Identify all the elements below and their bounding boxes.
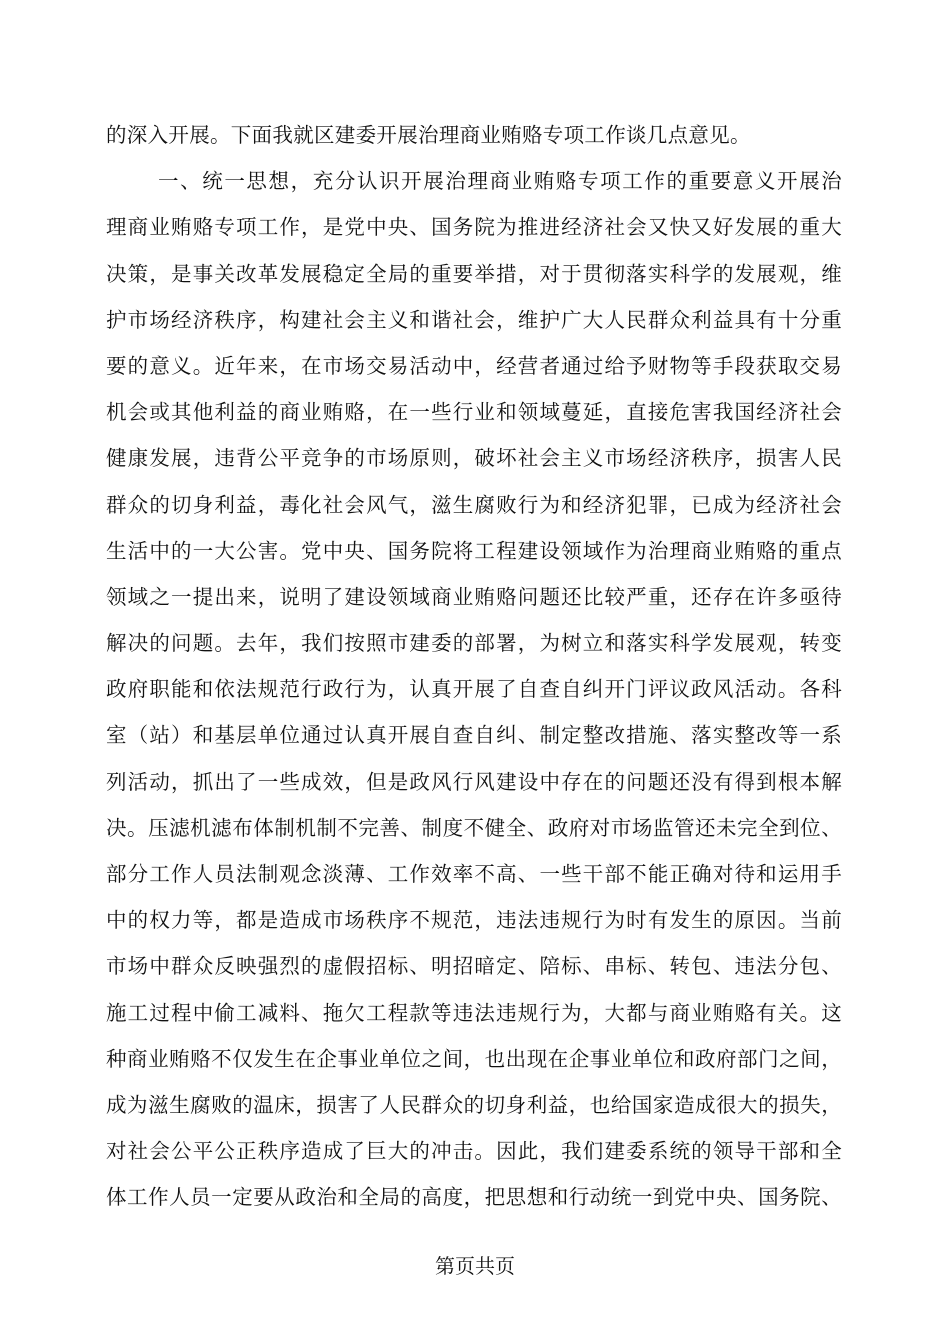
- text-line: 种商业贿赂不仅发生在企事业单位之间，也出现在企事业单位和政府部门之间，: [106, 1046, 842, 1071]
- text-line: 理商业贿赂专项工作，是党中央、国务院为推进经济社会又快又好发展的重大: [106, 215, 842, 240]
- text-line: 机会或其他利益的商业贿赂，在一些行业和领域蔓延，直接危害我国经济社会: [106, 400, 842, 425]
- text-line: 的深入开展。下面我就区建委开展治理商业贿赂专项工作谈几点意见。: [106, 123, 751, 147]
- text-line: 列活动，抓出了一些成效，但是政风行风建设中存在的问题还没有得到根本解: [106, 769, 842, 794]
- text-line: 市场中群众反映强烈的虚假招标、明招暗定、陪标、串标、转包、违法分包、: [106, 954, 842, 979]
- text-line: 群众的切身利益，毒化社会风气，滋生腐败行为和经济犯罪，已成为经济社会: [106, 492, 842, 517]
- text-line: 决策，是事关改革发展稳定全局的重要举措，对于贯彻落实科学的发展观，维: [106, 261, 842, 286]
- text-line: 解决的问题。去年，我们按照市建委的部署，为树立和落实科学发展观，转变: [106, 631, 842, 656]
- text-line: 对社会公平公正秩序造成了巨大的冲击。因此，我们建委系统的领导干部和全: [106, 1139, 842, 1164]
- text-line: 护市场经济秩序，构建社会主义和谐社会，维护广大人民群众利益具有十分重: [106, 307, 842, 332]
- text-line: 施工过程中偷工减料、拖欠工程款等违法违规行为，大都与商业贿赂有关。这: [106, 1000, 842, 1025]
- text-line: 政府职能和依法规范行政行为，认真开展了自查自纠开门评议政风活动。各科: [106, 677, 842, 702]
- text-line: 室（站）和基层单位通过认真开展自查自纠、制定整改措施、落实整改等一系: [106, 723, 842, 748]
- text-line: 健康发展，违背公平竞争的市场原则，破坏社会主义市场经济秩序，损害人民: [106, 446, 842, 471]
- text-line: 生活中的一大公害。党中央、国务院将工程建设领域作为治理商业贿赂的重点: [106, 538, 842, 563]
- text-line: 部分工作人员法制观念淡薄、工作效率不高、一些干部不能正确对待和运用手: [106, 862, 842, 886]
- text-line: 决。压滤机滤布体制机制不完善、制度不健全、政府对市场监管还未完全到位、: [106, 815, 842, 840]
- text-line: 中的权力等，都是造成市场秩序不规范，违法违规行为时有发生的原因。当前: [106, 908, 842, 933]
- text-line: 成为滋生腐败的温床，损害了人民群众的切身利益，也给国家造成很大的损失，: [106, 1092, 842, 1117]
- text-line: 领域之一提出来，说明了建设领域商业贿赂问题还比较严重，还存在许多亟待: [106, 584, 842, 609]
- text-line: 要的意义。近年来，在市场交易活动中，经营者通过给予财物等手段获取交易: [106, 353, 842, 378]
- body-text: [106, 112, 842, 1221]
- page-footer: 第页共页: [435, 1254, 515, 1278]
- text-line: 体工作人员一定要从政治和全局的高度，把思想和行动统一到党中央、国务院、: [106, 1185, 842, 1210]
- section-heading-line: 一、统一思想，充分认识开展治理商业贿赂专项工作的重要意义开展治: [158, 169, 842, 194]
